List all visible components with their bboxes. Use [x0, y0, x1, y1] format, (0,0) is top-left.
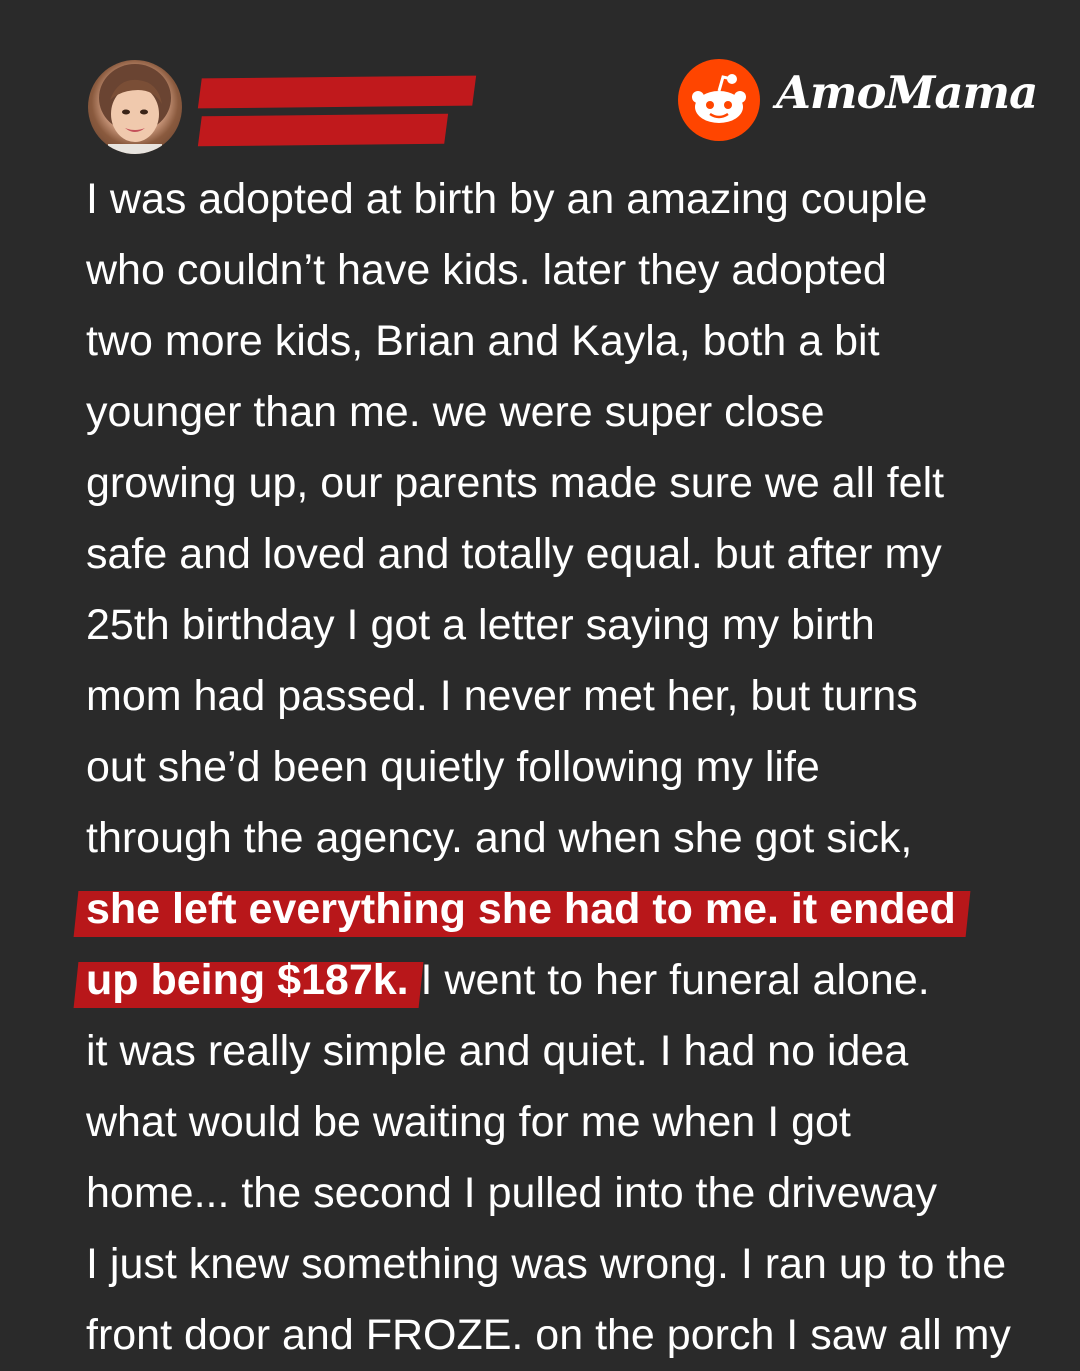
- post-line: growing up, our parents made sure we all felt: [86, 459, 945, 507]
- highlighted-line: [86, 874, 1046, 945]
- post-line: two more kids, Brian and Kayla, both a bit: [86, 317, 880, 365]
- post-line: front door and FROZE. on the porch I saw all my: [86, 1311, 1011, 1359]
- highlighted-text: she left everything she had to me. it ended: [86, 885, 956, 933]
- post-line: through the agency. and when she got sick,: [86, 814, 913, 862]
- post-line: mom had passed. I never met her, but turns: [86, 672, 918, 720]
- post-line: [86, 945, 1046, 1016]
- username-redaction: [198, 76, 476, 109]
- post-header: [0, 0, 1080, 170]
- post-line: safe and loved and totally equal. but after my: [86, 530, 942, 578]
- post-line: home... the second I pulled into the driveway: [86, 1169, 937, 1217]
- post-line: it was really simple and quiet. I had no idea: [86, 1027, 909, 1075]
- post-line: I just knew something was wrong. I ran up to the: [86, 1240, 1007, 1288]
- post-line: 25th birthday I got a letter saying my birth: [86, 601, 875, 649]
- subtitle-redaction: [198, 114, 448, 147]
- avatar-face-icon: [88, 60, 182, 154]
- highlighted-text: up being $187k.: [86, 956, 409, 1004]
- post-line: I was adopted at birth by an amazing couple: [86, 175, 928, 223]
- post-line: who couldn’t have kids. later they adopted: [86, 246, 887, 294]
- post-line: out she’d been quietly following my life: [86, 743, 820, 791]
- post-text: I went to her funeral alone.: [408, 956, 930, 1004]
- post-line: what would be waiting for me when I got: [86, 1098, 851, 1146]
- post-body: [86, 164, 1046, 1371]
- brand-logo: AmoMama: [776, 66, 1038, 119]
- reddit-icon: [678, 59, 760, 141]
- post-line: younger than me. we were super close: [86, 388, 825, 436]
- avatar[interactable]: [88, 60, 182, 154]
